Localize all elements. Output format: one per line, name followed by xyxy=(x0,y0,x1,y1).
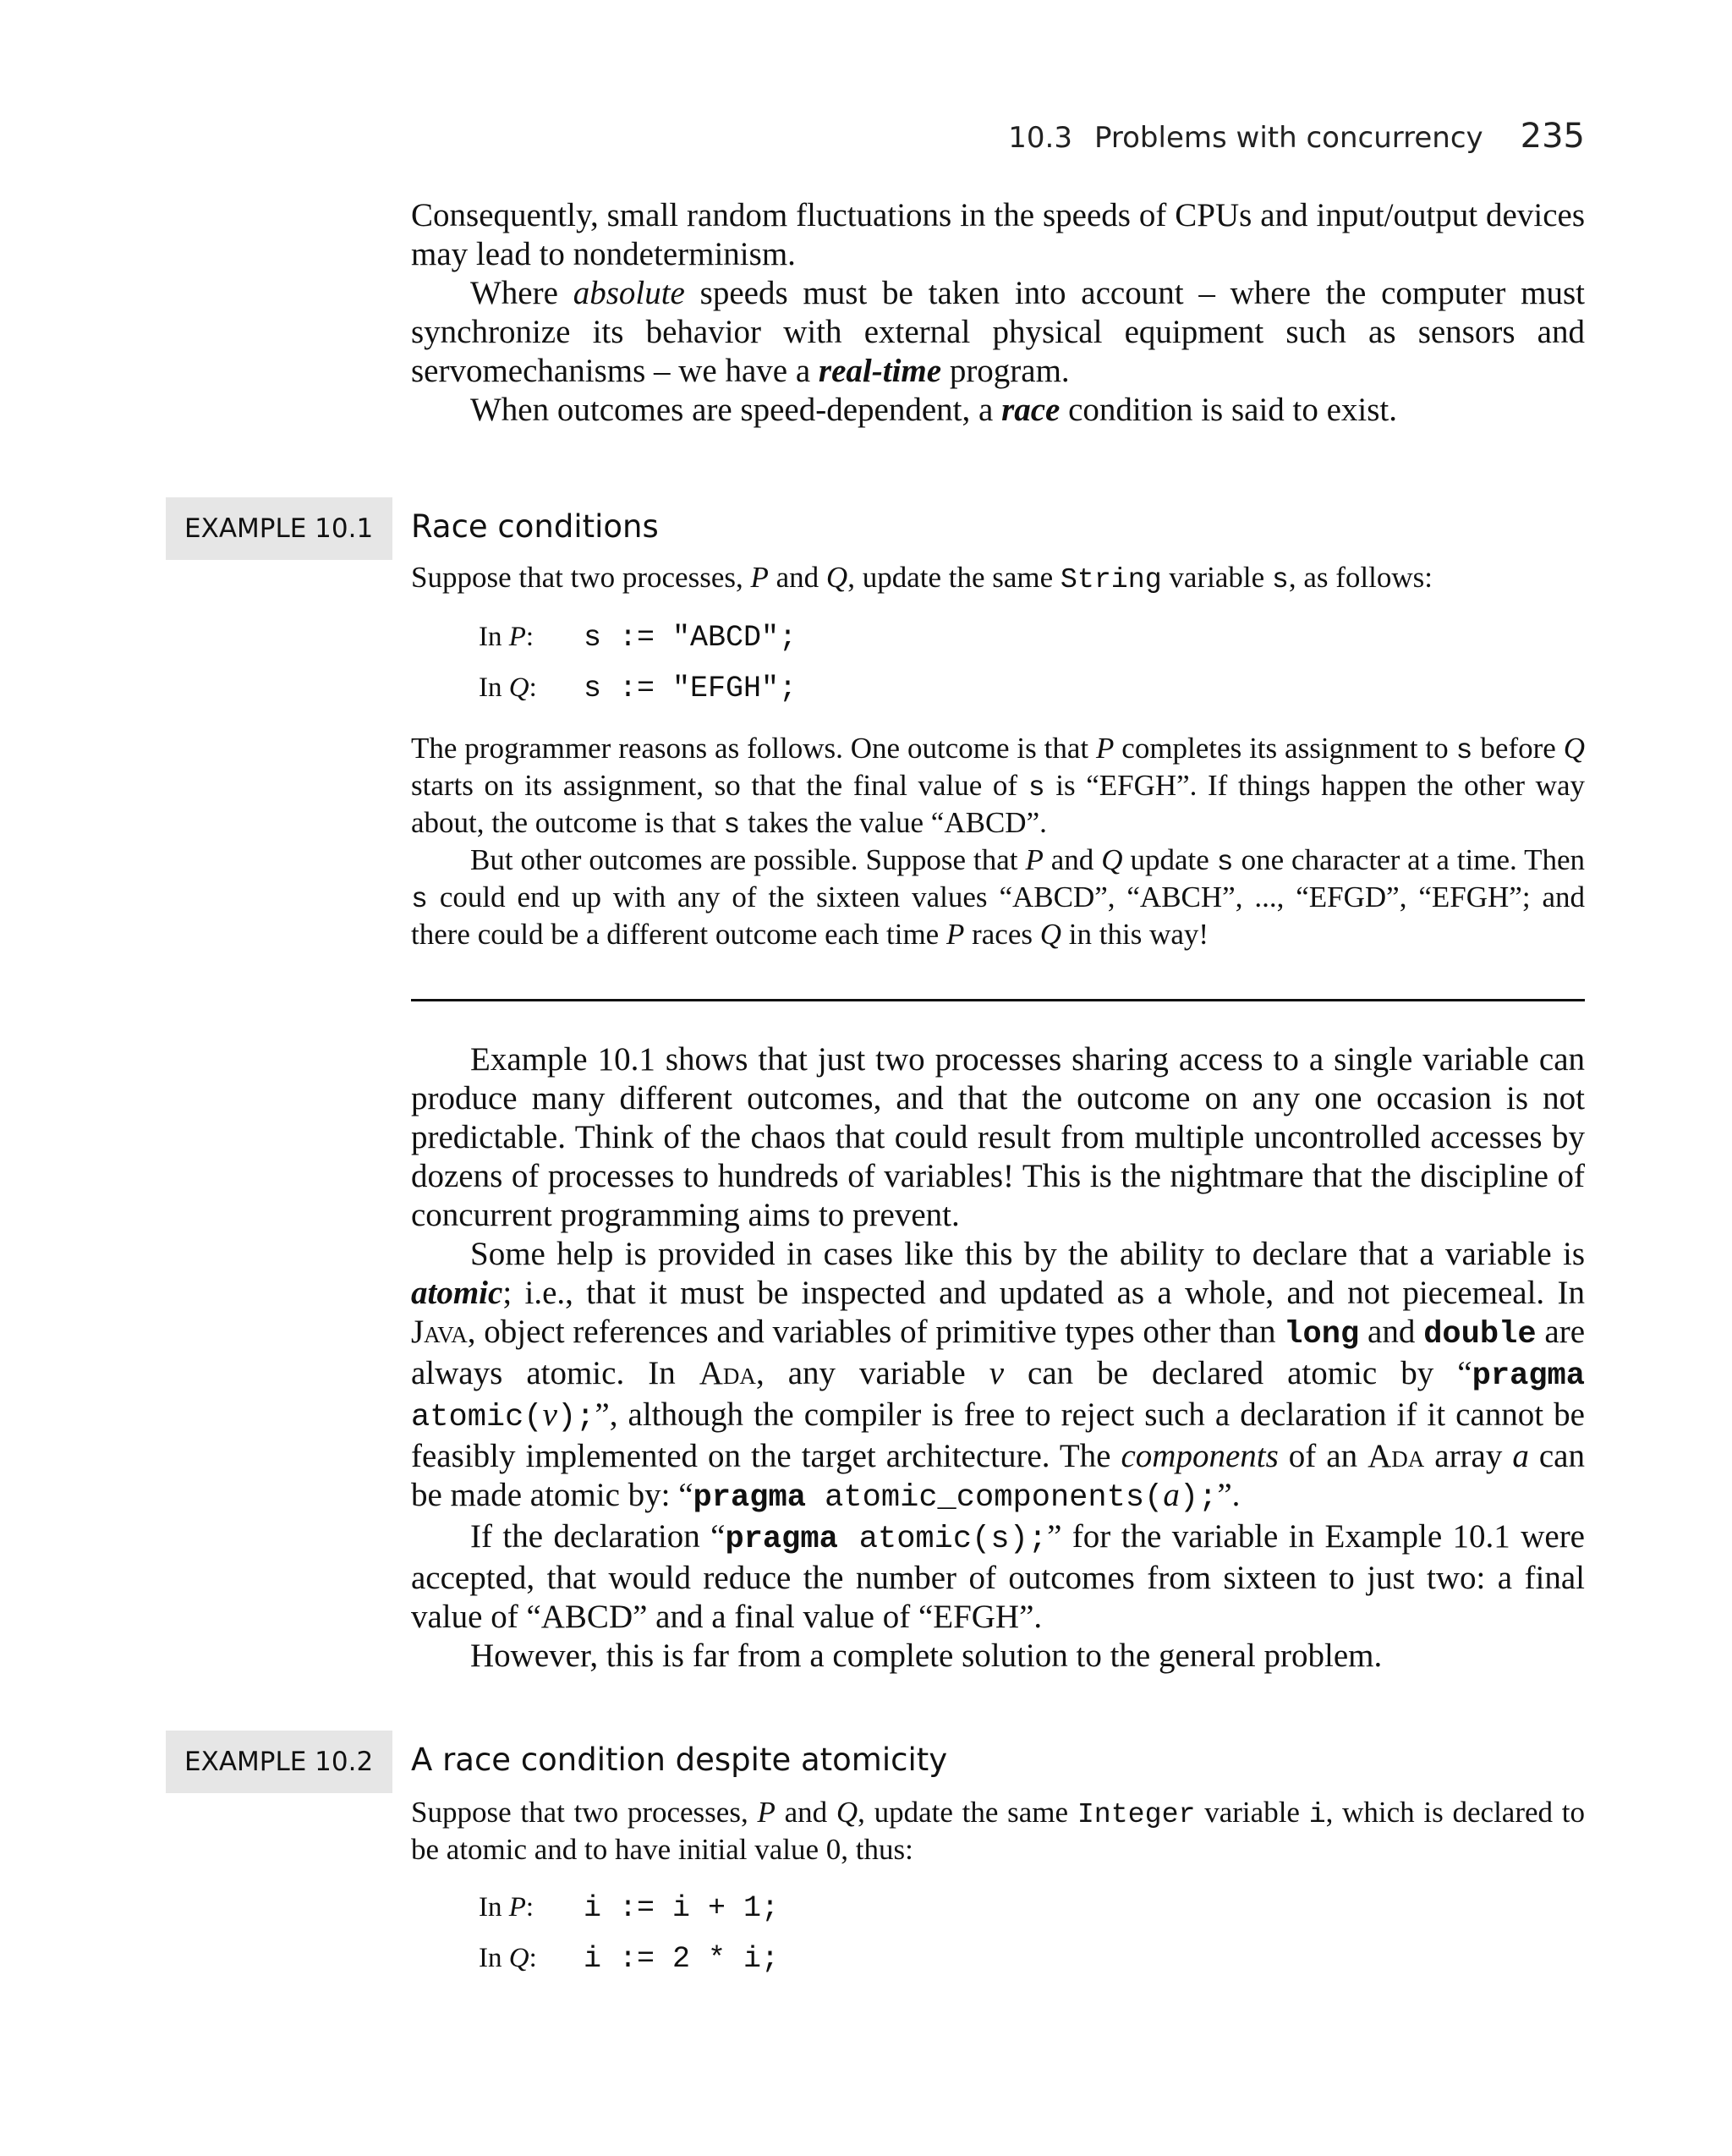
example-end-rule xyxy=(411,999,1585,1001)
example-10-2-code-q: In Q: i := 2 * i; xyxy=(479,1942,780,1976)
example-10-1-para-2: But other outcomes are possible. Suppose that P and Q update s one character at a time. Then s could end up with any of the sixteen values “ABCD”, “ABCH”, ..., “EFGD”, “EFGH”; and there could be a different outcome each time P races Q in this way! xyxy=(411,843,1585,951)
example-10-1-intro: Suppose that two processes, P and Q, update the same String variable s, as follows: xyxy=(411,561,1433,595)
middle-paragraph-3: If the declaration “pragma atomic(s);” for the variable in Example 10.1 were accepted, that would reduce the number of outcomes from sixteen to just two: a final value of “ABCD” and a final value of “EFGH”. xyxy=(411,1518,1585,1635)
middle-paragraph-2: Some help is provided in cases like this by the ability to declare that a variable is atomic; i.e., that it must be inspected and updated as a whole, and not piecemeal. In Java, object references and variables of primitive types other than long and double are always atomic. In Ada, any variable v can be declared atomic by “pragma atomic(v);”, although the compiler is free to reject such a declaration if it cannot be feasibly implemented on the target architecture. The components of an Ada array a can be made atomic by: “pragma atomic_components(a);”. xyxy=(411,1236,1586,1516)
example-10-2-label: EXAMPLE 10.2 xyxy=(166,1731,392,1793)
example-10-1-para-1: The programmer reasons as follows. One outcome is that P completes its assignment to s before Q starts on its assignment, so that the final value of s is “EFGH”. If things happen the other way about, the outcome is that s takes the value “ABCD”. xyxy=(411,732,1585,841)
section-title: Problems with concurrency xyxy=(1093,121,1483,155)
intro-paragraph-2: Where absolute speeds must be taken into account – where the computer must synchronize its behavior with external physical equipment such as sensors and servomechanisms – we have a real-time program. xyxy=(411,275,1585,389)
intro-text xyxy=(411,196,1585,430)
running-header xyxy=(1008,117,1585,156)
page-number: 235 xyxy=(1520,117,1585,156)
middle-paragraph-1: Example 10.1 shows that just two processes sharing access to a single variable can produce many different outcomes, and that the outcome on any one occasion is not predictable. Think of the chaos that could result from multiple uncontrolled accesses by dozens of processes to hundreds of variables! This is the nightmare that the discipline of concurrent programming aims to prevent. xyxy=(411,1041,1585,1233)
example-10-2-intro: Suppose that two processes, P and Q, update the same Integer variable i, which is declared to be atomic and to have initial value 0, thus: xyxy=(411,1796,1585,1866)
example-10-1-code-p: In P: s := "ABCD"; xyxy=(479,621,797,655)
example-10-1-title: Race conditions xyxy=(411,508,659,545)
example-10-1-label: EXAMPLE 10.1 xyxy=(166,497,392,560)
intro-paragraph-3: When outcomes are speed-dependent, a race condition is said to exist. xyxy=(470,392,1398,428)
example-10-1-body xyxy=(411,731,1585,952)
section-number: 10.3 xyxy=(1008,121,1072,155)
example-10-1-code-q: In Q: s := "EFGH"; xyxy=(479,672,797,705)
intro-paragraph-1: Consequently, small random fluctuations in the speeds of CPUs and input/output devices may lead to nondeterminism. xyxy=(411,197,1585,272)
middle-paragraph-4: However, this is far from a complete solution to the general problem. xyxy=(470,1638,1383,1674)
middle-text xyxy=(411,1040,1585,1676)
example-10-2-code-p: In P: i := i + 1; xyxy=(479,1891,780,1925)
example-10-2-title: A race condition despite atomicity xyxy=(411,1742,948,1778)
